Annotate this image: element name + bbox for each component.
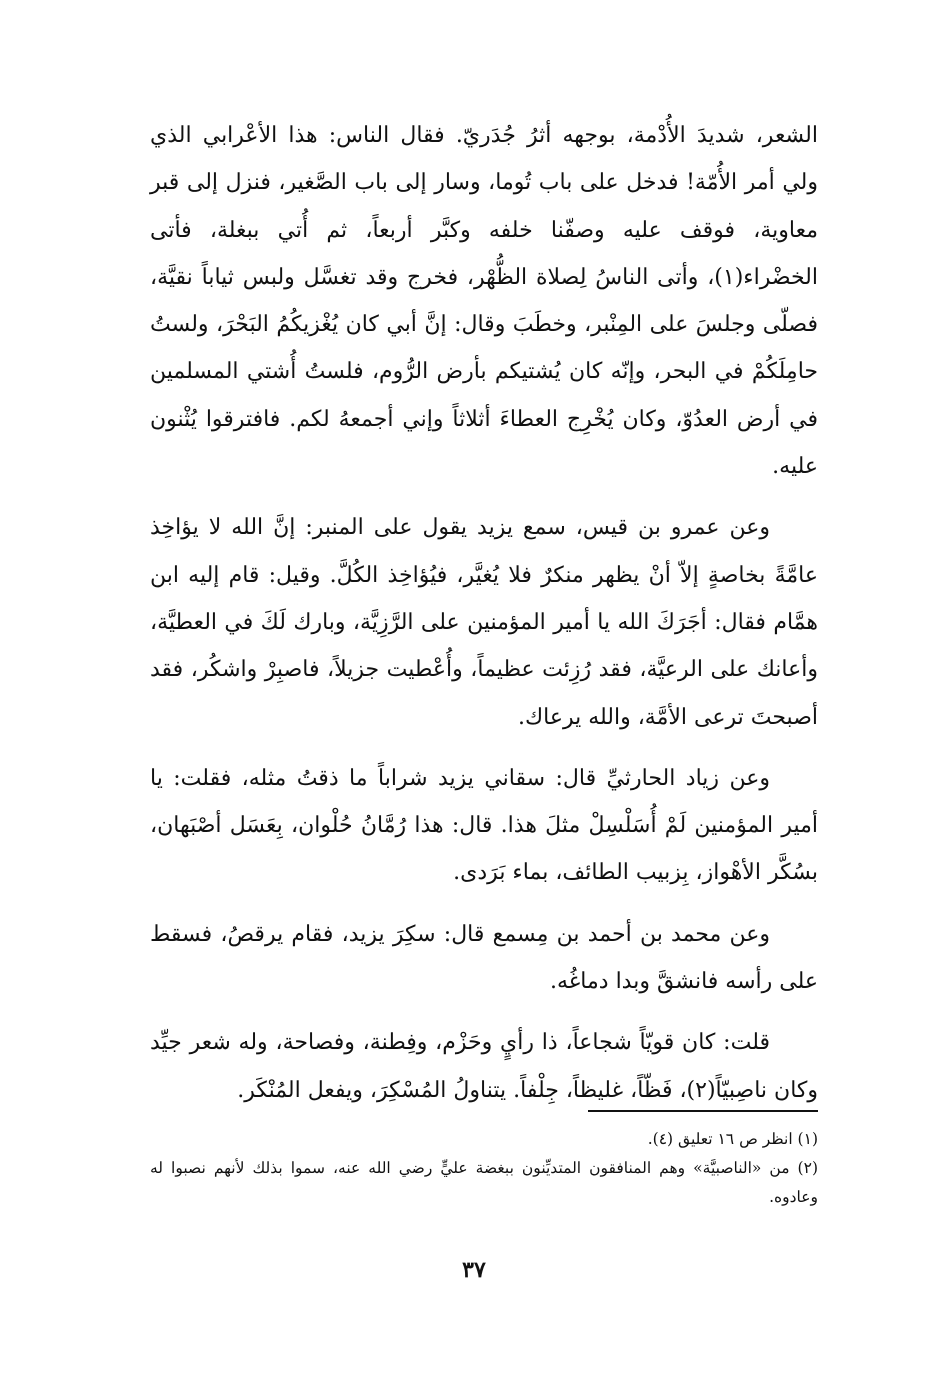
paragraph-muhammad-bin-ahmad: وعن محمد بن أحمد بن مِسمع قال: سكِرَ يزيد، فقام يرقصُ، فسقط على رأسه فانشقَّ وبدا دماغُه. [150,921,818,995]
paragraph-continued: الشعر، شديدَ الأُدْمة، بوجهه أثرُ جُدَريّ. فقال الناس: هذا الأعْرابي الذي ولي أمر الأُمّة! فدخل على باب تُوما، وسار إلى باب الصَّغير، فنزل إلى قبر معاوية، فوقف عليه وصفّنا خلفه وكبَّر أربعاً، ثم أُتي ببغلة، فأتى الخضْراء(١)، وأتى الناسُ لِصلاة الظُّهْر، فخرج وقد تغسَّل ولبس ثياباً نقيَّة، فصلّى وجلسَ على المِنْبر، وخطَبَ وقال: إنَّ أبي كان يُغْزيكُمُ البَحْرَ، ولستُ حامِلَكُمْ في البحر، وإنّه كان يُشتيكم بأرض الرُّوم، فلستُ أُشتي المسلمين في أرض العدُوّ، وكان يُخْرِج العطاءَ أثلاثاً وإني أجمعهُ لكم. فافترقوا يُثْنون عليه. [150,123,818,480]
main-text [150,112,818,1114]
footnote-divider [588,1110,818,1112]
footnote-2: (٢) من «الناصبيَّة» وهم المنافقون المتديِّنون ببغضة عليٍّ رضي الله عنه، سموا بذلك لأنهم نصبوا له وعادوه. [150,1159,818,1206]
paragraph-ziyad-harithi: وعن زياد الحارثيِّ قال: سقاني يزيد شراباً ما ذقتُ مثله، فقلت: يا أمير المؤمنين لَمْ أُسَلْسِلْ مثلَ هذا. قال: هذا رُمَّانُ حُلْوان، بِعَسَل أصْبَهان، بسُكَّر الأهْواز، بِزبيب الطائف، بماء بَرَدى. [150,765,818,886]
footnotes [150,1125,818,1212]
footnote-1: (١) انظر ص ١٦ تعليق (٤). [647,1130,818,1148]
paragraph-author-comment: قلت: كان قويّاً شجاعاً، ذا رأيٍ وحَزْم، وفِطنة، وفصاحة، وله شعر جيِّد وكان ناصِبيّاً(٢)، فَظّاً، غليظاً، جِلْفاً. يتناولُ المُسْكِرَ، ويفعل المُنْكَر. [150,1030,818,1103]
paragraph-amr-bin-qays: وعن عمرو بن قيس، سمع يزيد يقول على المنبر: إنَّ الله لا يؤاخِذ عامَّةً بخاصةٍ إلاّ أنْ يظهر منكرٌ فلا يُغيَّر، فيُؤاخِذ الكُلَّ. وقيل: قام إليه ابن همَّام فقال: أجَرَكَ الله يا أمير المؤمنين على الرَّزِيَّة، وبارك لَكَ في العطيَّة، وأعانك على الرعيَّة، فقد رُزِئت عظيماً، وأُعْطيت جزيلاً، فاصبِرْ واشكُر، فقد أصبحتَ ترعى الأمَّة، والله يرعاك. [150,515,818,730]
page-number: ٣٧ [462,1257,486,1283]
